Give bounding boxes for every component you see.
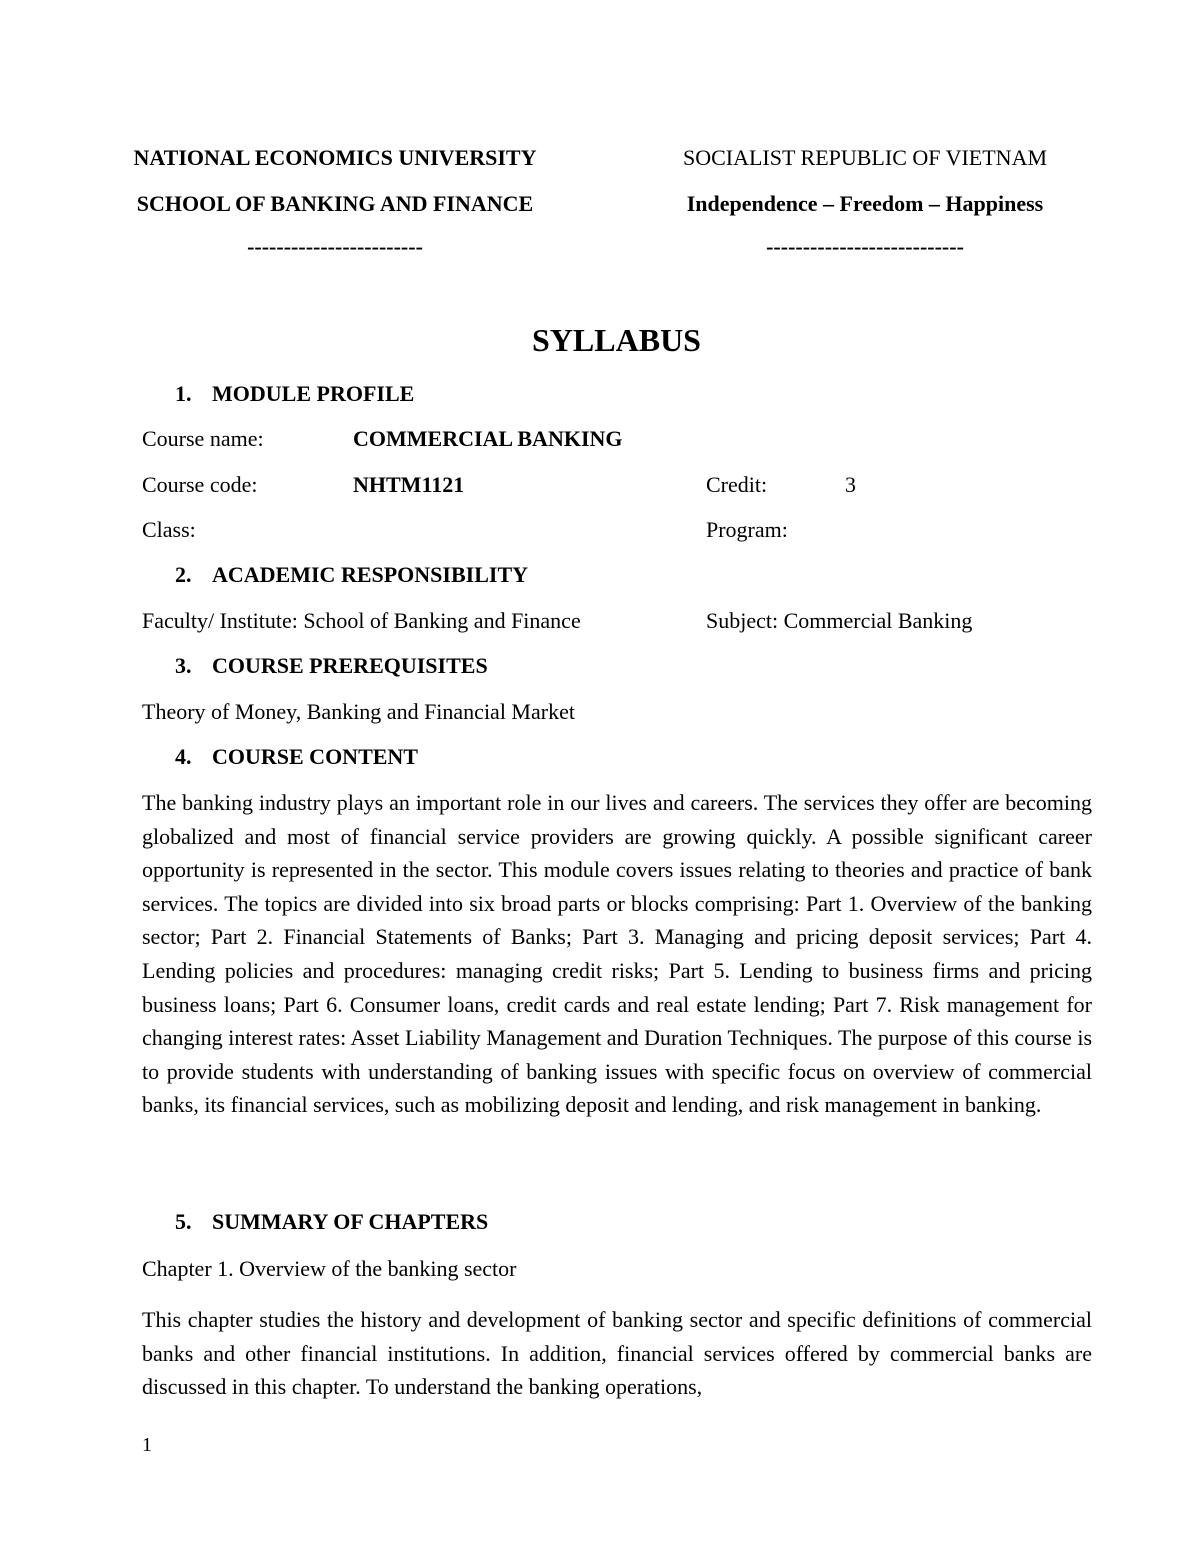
section-number: 2. (175, 562, 192, 587)
chapter-1-title: Chapter 1. Overview of the banking sector (142, 1256, 517, 1281)
credit-value: 3 (845, 472, 856, 497)
subject-text: Subject: Commercial Banking (706, 608, 973, 633)
faculty-text: Faculty/ Institute: School of Banking and Finance (142, 608, 581, 633)
section-number: 3. (175, 653, 192, 678)
section-number: 4. (175, 744, 192, 769)
section-title: SUMMARY OF CHAPTERS (212, 1209, 489, 1234)
page-title: SYLLABUS (532, 322, 701, 358)
school-name: SCHOOL OF BANKING AND FINANCE (136, 191, 534, 216)
course-name-label: Course name: (142, 426, 264, 451)
section-title: ACADEMIC RESPONSIBILITY (212, 562, 529, 587)
section-heading-academic-responsibility (175, 564, 528, 586)
course-content-paragraph: The banking industry plays an important role in our lives and careers. The services they offer are becoming globalized and most of financial service providers are growing quickly. A possible significant career opportunity is represented in the sector. This module covers issues relating to theories and practice of bank services. The topics are divided into six broad parts or blocks comprising: Part 1. Overview of the banking sector; Part 2. Financial Statements of Banks; Part 3. Managing and pricing deposit services; Part 4. Lending policies and procedures: managing credit risks; Part 5. Lending to business firms and pricing business loans; Part 6. Consumer loans, credit cards and real estate lending; Part 7. Risk management for changing interest rates: Asset Liability Management and Duration Techniques. The purpose of this course is to provide students with understanding of banking issues with specific focus on overview of commercial banks, its financial services, such as mobilizing deposit and lending, and risk management in banking. (142, 790, 1092, 1118)
program-label: Program: (706, 517, 788, 542)
course-code-label: Course code: (142, 472, 258, 497)
class-label: Class: (142, 517, 196, 542)
section-heading-course-prerequisites (175, 655, 488, 677)
header-right-rule: --------------------------- (766, 234, 964, 259)
country-name: SOCIALIST REPUBLIC OF VIETNAM (682, 145, 1048, 170)
section-heading-module-profile (175, 383, 414, 405)
section-number: 1. (175, 381, 192, 406)
section-number: 5. (175, 1209, 192, 1234)
chapter-1-paragraph: This chapter studies the history and development of banking sector and specific definitions of commercial banks and other financial institutions. In addition, financial services offered by commercial banks are discussed in this chapter. To understand the banking operations, (142, 1307, 1092, 1400)
university-name: NATIONAL ECONOMICS UNIVERSITY (133, 145, 537, 170)
national-motto: Independence – Freedom – Happiness (686, 191, 1044, 216)
course-code-value: NHTM1121 (353, 472, 465, 497)
section-title: COURSE PREREQUISITES (212, 653, 488, 678)
section-title: MODULE PROFILE (212, 381, 415, 406)
prerequisites-text: Theory of Money, Banking and Financial Market (142, 699, 575, 724)
course-name-value: COMMERCIAL BANKING (353, 426, 623, 451)
page-number: 1 (142, 1434, 152, 1456)
section-heading-course-content (175, 746, 418, 768)
header-left-rule: ------------------------ (247, 234, 423, 259)
section-title: COURSE CONTENT (212, 744, 418, 769)
section-heading-summary-of-chapters (175, 1211, 488, 1233)
credit-label: Credit: (706, 472, 768, 497)
